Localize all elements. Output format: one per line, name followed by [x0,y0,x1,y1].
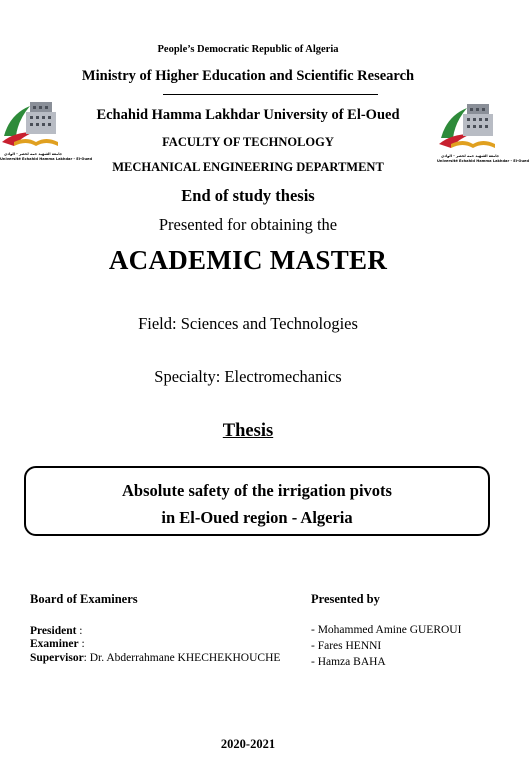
presented-by-heading: Presented by [311,592,380,606]
thesis-title-line-2: in El-Oued region - Algeria [161,508,353,527]
logo-left-caption-latin: Université Echahid Hamma Lakhdar - El-Oued [0,157,93,161]
examiner-row [30,638,85,650]
university-logo-left [0,92,93,164]
university-name: Echahid Hamma Lakhdar University of El-Oued [96,107,400,123]
field-text: Field: Sciences and Technologies [138,314,358,333]
board-of-examiners-heading: Board of Examiners [30,592,138,606]
thesis-label: Thesis [222,421,274,441]
supervisor-row [30,652,280,664]
republic-name: People’s Democratic Republic of Algeria [157,44,339,55]
logo-left-caption-arabic: جامعة الشهيد حمه لخضر - الوادي [3,152,63,156]
examiner-value: : [78,638,85,650]
student-name: - Hamza BAHA [311,656,386,668]
logo-right-caption-arabic: جامعة الشهيد حمه لخضر - الوادي [440,154,500,158]
header-divider [163,94,378,95]
specialty-text: Specialty: Electromechanics [154,367,342,386]
president-value: : [76,625,83,637]
presented-for-text: Presented for obtaining the [158,215,338,234]
logo-right-caption-latin: Université Echahid Hamma Lakhdar - El-Oued [437,159,529,163]
president-row [30,625,83,637]
academic-year: 2020-2021 [220,737,276,751]
supervisor-value: : Dr. Abderrahmane KHECHEKHOUCHE [83,652,281,664]
university-logo-right [437,94,529,166]
faculty-name: FACULTY OF TECHNOLOGY [162,135,334,149]
department-name: MECHANICAL ENGINEERING DEPARTMENT [112,160,384,174]
president-label: President [30,625,77,637]
student-name: - Mohammed Amine GUEROUI [311,624,462,636]
examiner-label: Examiner [30,638,79,650]
document-type: End of study thesis [181,186,315,205]
ministry-name: Ministry of Higher Education and Scientific Research [81,68,415,84]
supervisor-label: Supervisor [30,652,84,664]
degree-title: ACADEMIC MASTER [108,245,388,275]
student-name: - Fares HENNI [311,640,382,652]
thesis-title-line-1: Absolute safety of the irrigation pivots [122,481,392,500]
